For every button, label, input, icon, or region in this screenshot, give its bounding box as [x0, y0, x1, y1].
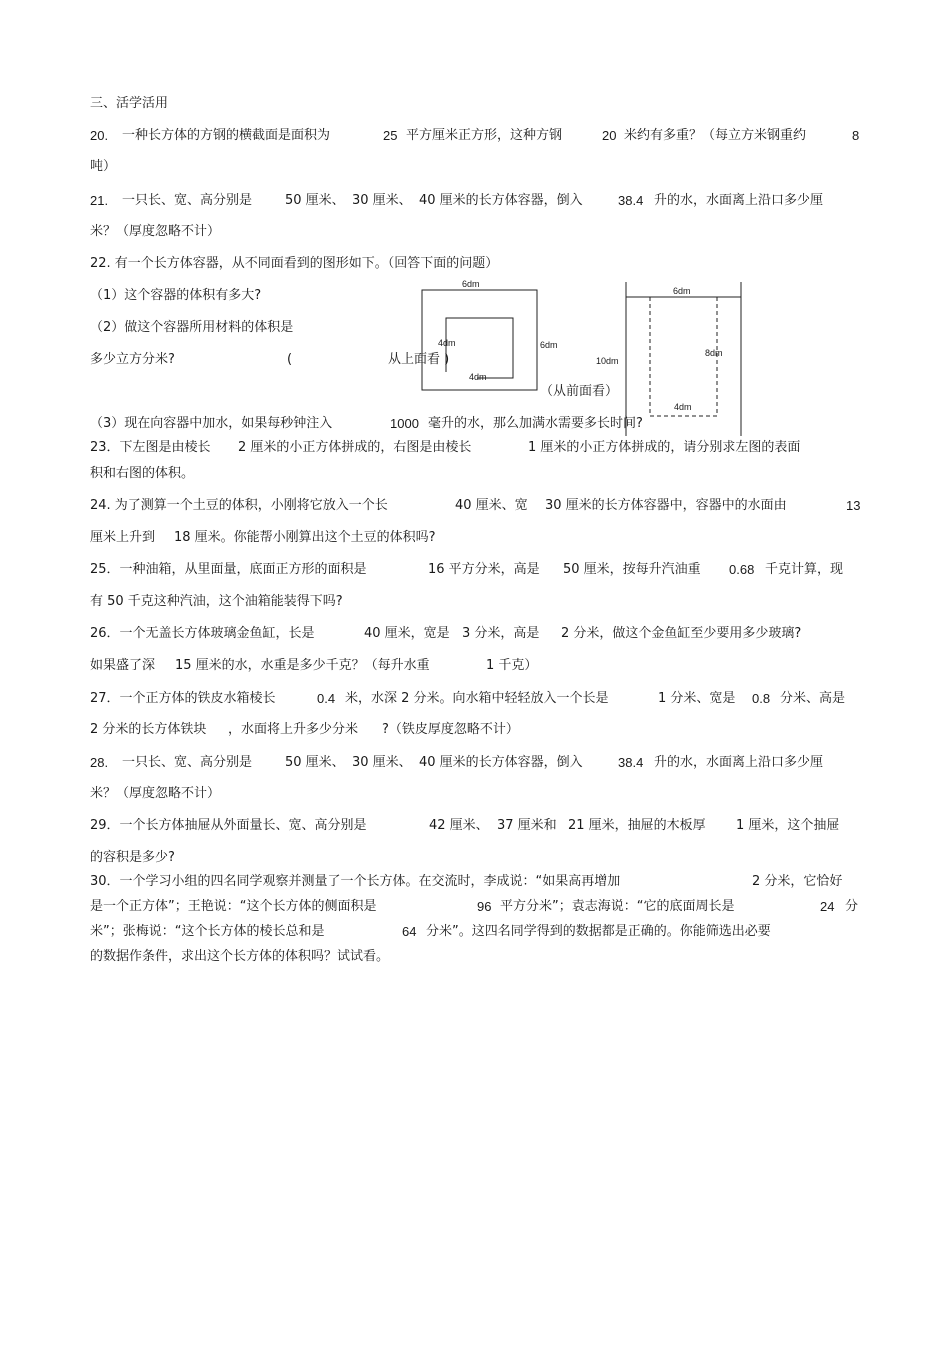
q28-text: 50 厘米、	[285, 755, 345, 770]
q27-value: 0.8	[752, 691, 771, 706]
q28-text: 米？（厚度忽略不计）	[90, 786, 221, 801]
q27-text: ?（铁皮厚度忽略不计）	[382, 722, 519, 737]
q29-text: 1 厘米，这个抽屉	[736, 818, 840, 833]
top-inner-width-label: 4dm	[469, 372, 487, 382]
q20-value: 20	[602, 128, 617, 143]
q29-text: 21 厘米，抽屉的木板厚	[568, 818, 706, 833]
q21-text: 一只长、宽、高分别是	[122, 193, 253, 208]
q22-paren: (	[287, 352, 293, 367]
q28-value: 38.4	[618, 755, 644, 770]
q29-text: 42 厘米、	[429, 818, 489, 833]
q21-text: 米？（厚度忽略不计）	[90, 224, 221, 239]
q20-text: 一种长方体的方钢的横截面是面积为	[122, 128, 331, 143]
q26-text: 3 分米，高是	[462, 626, 540, 641]
q26-text: 2 分米，做这个金鱼缸至少要用多少玻璃?	[561, 626, 802, 641]
q22-text: 22. 有一个长方体容器，从不同面看到的图形如下。（回答下面的问题）	[90, 256, 499, 271]
q26-text: 1 千克）	[486, 658, 538, 673]
front-view-label: （从前面看）	[540, 384, 619, 399]
q28-text: 一只长、宽、高分别是	[122, 755, 253, 770]
q22-value: 1000	[390, 416, 419, 431]
q20-number: 20.	[90, 128, 109, 143]
q30-value: 64	[402, 924, 417, 939]
q28-number: 28.	[90, 755, 109, 770]
top-outer-height-label: 6dm	[540, 340, 558, 350]
q25-text: 25．一种油箱，从里面量，底面正方形的面积是	[90, 562, 367, 577]
q22-sub-question: （3）现在向容器中加水，如果每秒钟注入	[90, 416, 333, 431]
q27-text: ，水面将上升多少分米	[228, 722, 359, 737]
q30-text: 分	[845, 899, 859, 914]
q20-value: 25	[383, 128, 398, 143]
front-inner-height-label: 8dm	[705, 348, 723, 358]
q28-text: 升的水，水面离上沿口多少厘	[654, 755, 824, 770]
q30-value: 96	[477, 899, 492, 914]
q24-text: 厘米上升到	[90, 530, 156, 545]
q23-text: 2 厘米的小正方体拼成的，右图是由棱长	[238, 440, 472, 455]
q24-text: 18 厘米。你能帮小刚算出这个土豆的体积吗?	[174, 530, 436, 545]
q20-text: 平方厘米正方形，这种方钢	[406, 128, 563, 143]
q30-text: 是一个正方体”；王艳说：“这个长方体的侧面积是	[90, 899, 377, 914]
q26-text: 如果盛了深	[90, 658, 156, 673]
q28-text: 40 厘米的长方体容器，倒入	[419, 755, 583, 770]
q24-text: 40 厘米、宽	[455, 498, 528, 513]
q26-text: 15 厘米的水，水重是多少千克？（每升水重	[175, 658, 430, 673]
top-inner-height-label: 4dm	[438, 338, 456, 348]
q22-sub-question: 多少立方分米?	[90, 352, 175, 367]
q27-value: 0.4	[317, 691, 336, 706]
q29-text: 的容积是多少?	[90, 850, 175, 865]
front-height-label: 10dm	[596, 356, 619, 366]
q20-value: 8	[852, 128, 860, 143]
q27-text: 2 分米的长方体铁块	[90, 722, 207, 737]
q21-number: 21.	[90, 193, 109, 208]
q30-text: 分米”。这四名同学得到的数据都是正确的。你能筛选出必要	[426, 924, 771, 939]
q26-text: 40 厘米，宽是	[364, 626, 450, 641]
q21-text: 50 厘米、	[285, 193, 345, 208]
q30-text: 30．一个学习小组的四名同学观察并测量了一个长方体。在交流时，李成说：“如果高再增加	[90, 874, 621, 889]
q25-text: 有 50 千克这种汽油，这个油箱能装得下吗?	[90, 594, 343, 609]
q24-text: 30 厘米的长方体容器中，容器中的水面由	[545, 498, 787, 513]
q25-text: 16 平方分米，高是	[428, 562, 540, 577]
q30-text: 2 分米，它恰好	[752, 874, 843, 889]
q30-text: 的数据作条件，求出这个长方体的体积吗？试试看。	[90, 949, 390, 964]
q27-text: 分米、高是	[780, 691, 846, 706]
top-view-label: 从上面看 )	[388, 352, 450, 367]
q24-value: 13	[846, 498, 861, 513]
q29-text: 37 厘米和	[497, 818, 557, 833]
section-heading: 三、活学活用	[90, 96, 169, 111]
q30-value: 24	[820, 899, 835, 914]
front-width-label: 6dm	[673, 286, 691, 296]
q29-text: 29．一个长方体抽屉从外面量长、宽、高分别是	[90, 818, 367, 833]
top-view-figure	[410, 276, 560, 396]
inner-square	[446, 318, 513, 378]
q27-text: 1 分米、宽是	[658, 691, 736, 706]
q30-text: 平方分米”；袁志海说：“它的底面周长是	[500, 899, 735, 914]
q21-text: 40 厘米的长方体容器，倒入	[419, 193, 583, 208]
q20-text: 吨）	[90, 159, 117, 174]
q21-value: 38.4	[618, 193, 644, 208]
q27-text: 米，水深 2 分米。向水箱中轻轻放入一个长是	[345, 691, 609, 706]
q23-text: 积和右图的体积。	[90, 466, 195, 481]
q23-text: 23．下左图是由棱长	[90, 440, 211, 455]
q30-text: 米”；张梅说：“这个长方体的棱长总和是	[90, 924, 325, 939]
q21-text: 30 厘米、	[352, 193, 412, 208]
q28-text: 30 厘米、	[352, 755, 412, 770]
q21-text: 升的水，水面离上沿口多少厘	[654, 193, 824, 208]
q23-text: 1 厘米的小正方体拼成的，请分别求左图的表面	[528, 440, 801, 455]
q25-text: 千克计算，现	[765, 562, 844, 577]
q22-sub-question: （2）做这个容器所用材料的体积是	[90, 320, 294, 335]
q24-text: 24. 为了测算一个土豆的体积，小刚将它放入一个长	[90, 498, 388, 513]
q27-text: 27．一个正方体的铁皮水箱棱长	[90, 691, 276, 706]
q25-text: 50 厘米，按每升汽油重	[563, 562, 701, 577]
front-view-figure	[594, 278, 754, 438]
q20-text: 米约有多重？（每立方米钢重约	[624, 128, 807, 143]
front-inner-width-label: 4dm	[674, 402, 692, 412]
q22-sub-question: 毫升的水，那么加满水需要多长时间?	[428, 416, 643, 431]
q26-text: 26．一个无盖长方体玻璃金鱼缸，长是	[90, 626, 315, 641]
q25-value: 0.68	[729, 562, 755, 577]
q22-sub-question: （1）这个容器的体积有多大?	[90, 288, 262, 303]
top-outer-width-label: 6dm	[462, 279, 480, 289]
